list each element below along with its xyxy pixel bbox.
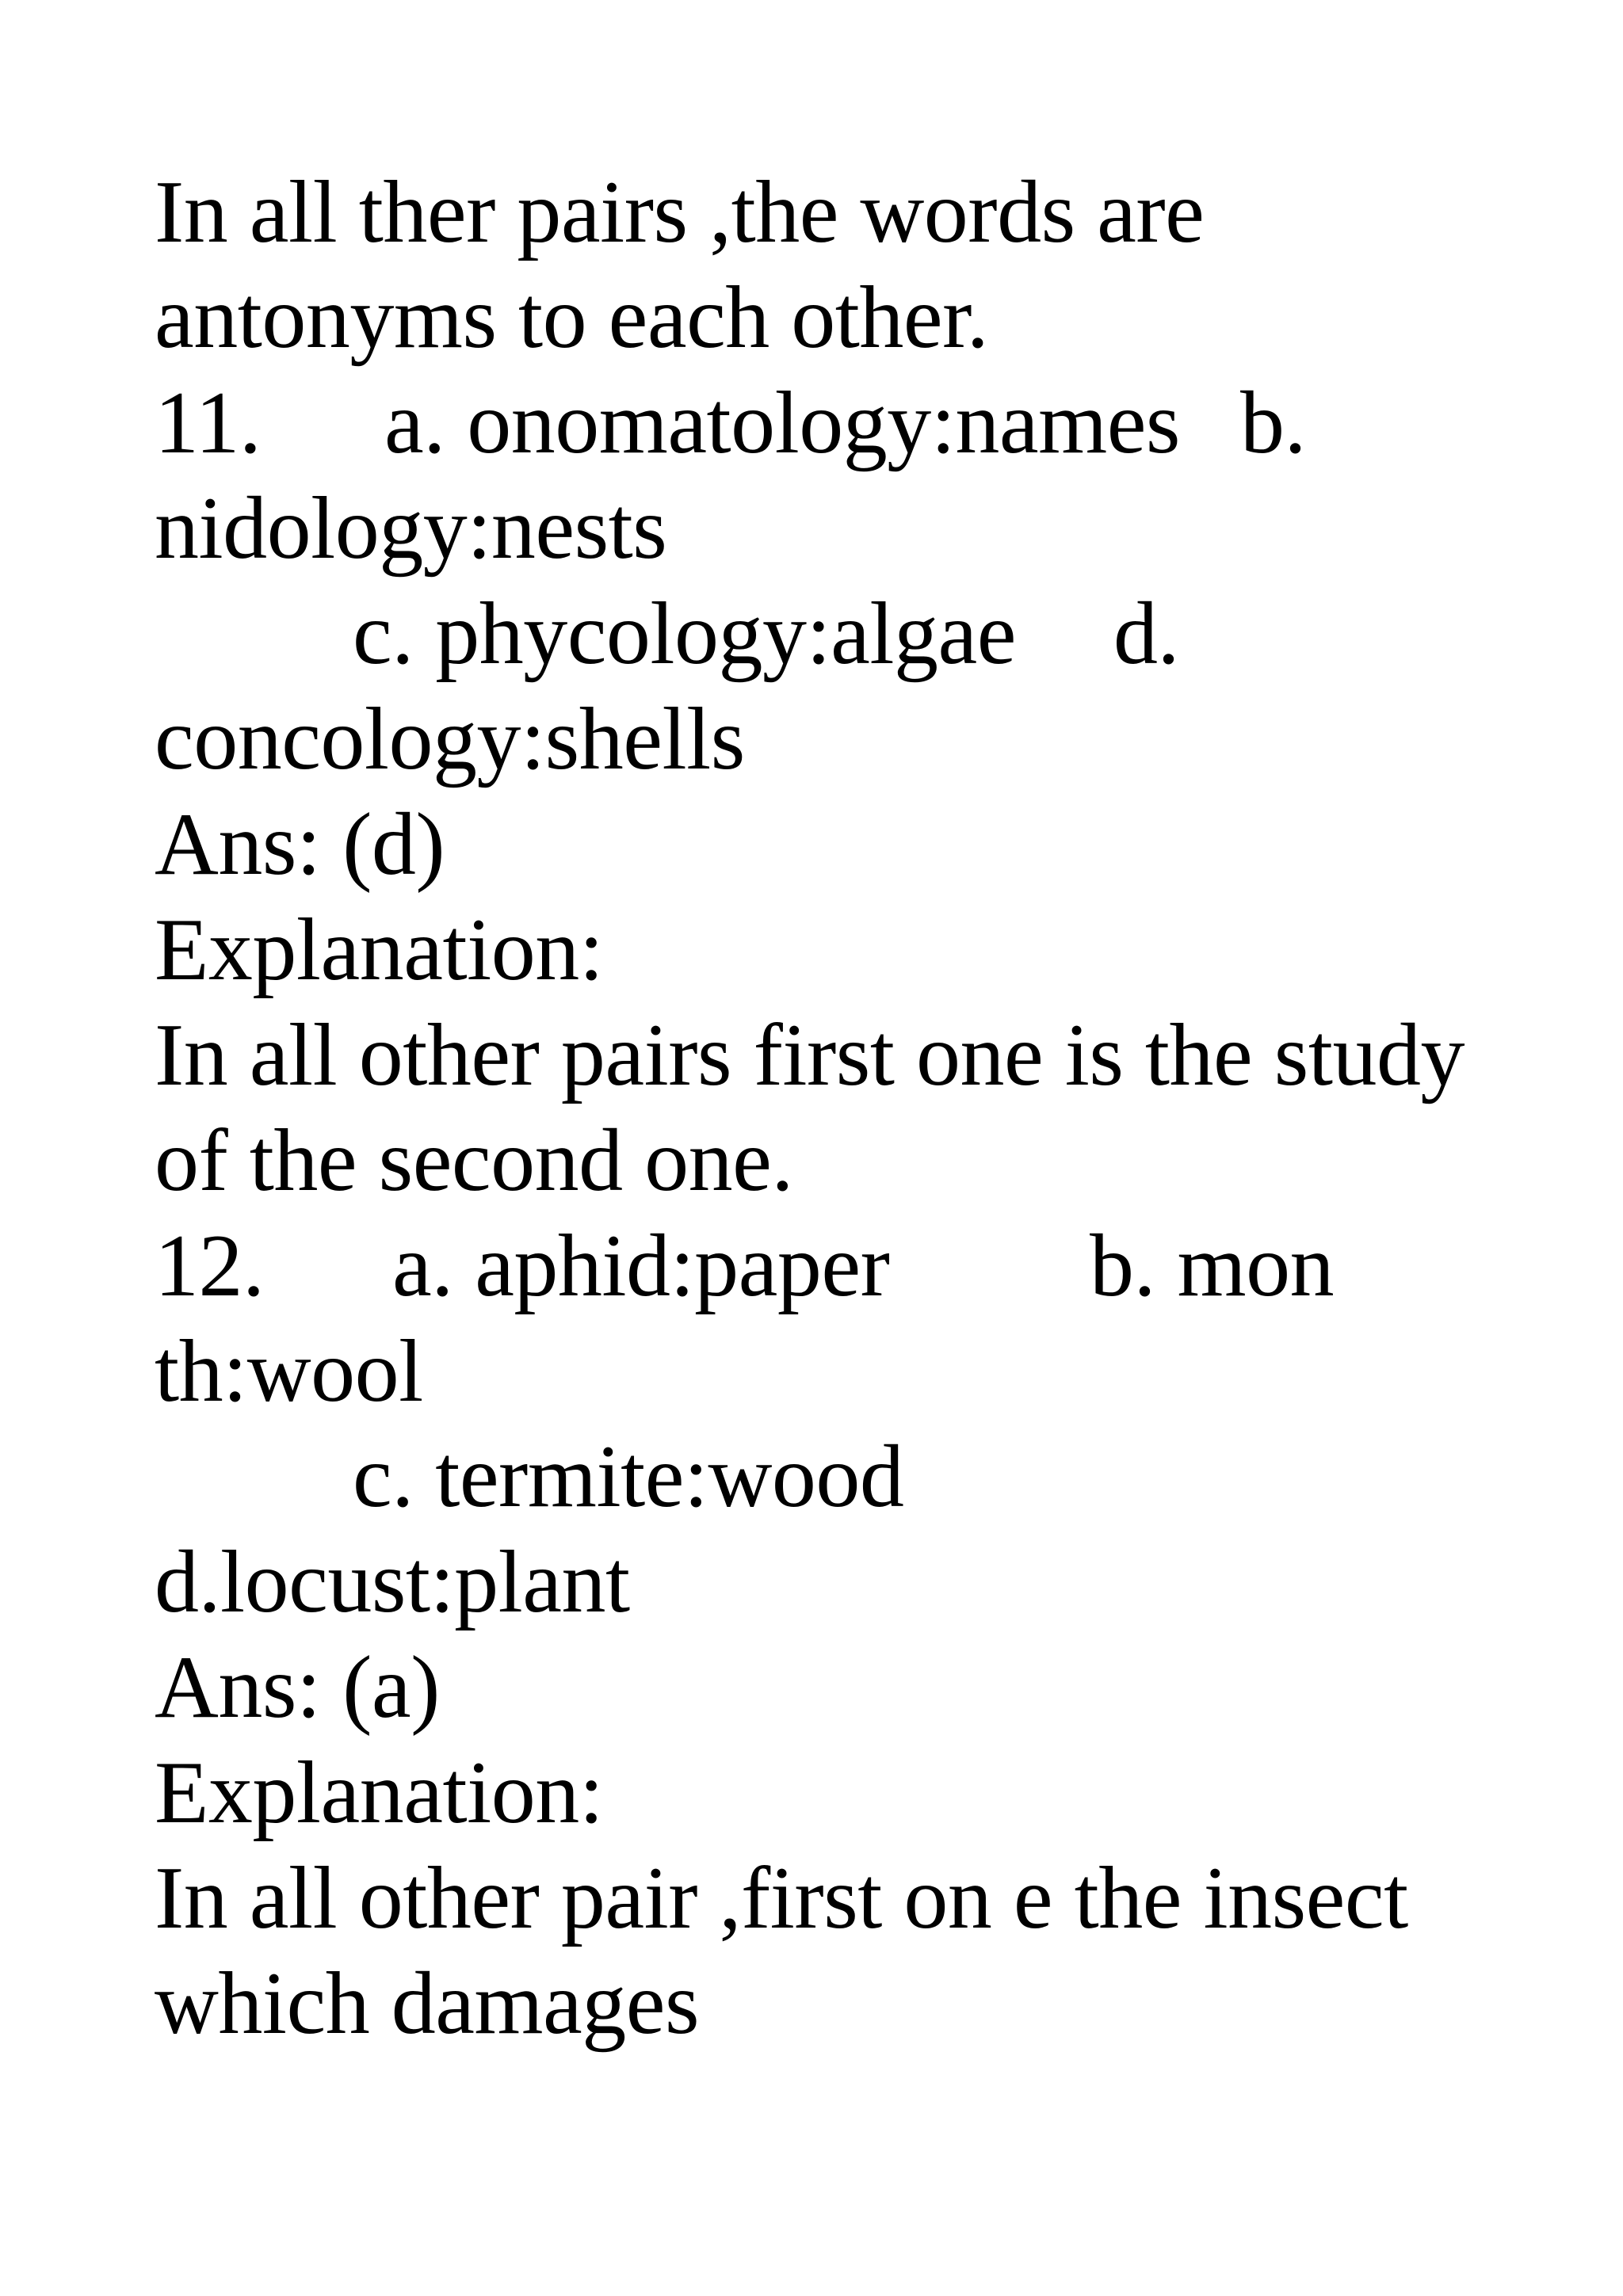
intro-line-1: In all ther pairs ,the words are: [155, 163, 1205, 261]
question-12-explanation-line-2: which damages: [155, 1955, 700, 2053]
question-12-option-b-prefix: b. mon: [1090, 1217, 1335, 1315]
question-11-answer: Ans: (d): [155, 795, 445, 894]
question-11-option-b-prefix: b.: [1240, 374, 1306, 472]
question-12-option-a: a. aphid:paper: [392, 1217, 890, 1315]
question-11-options-row-1: [155, 376, 1502, 471]
question-12-option-c: c. termite:wood: [353, 1428, 904, 1526]
question-12-answer: Ans: (a): [155, 1638, 440, 1737]
question-12-explanation-label: Explanation:: [155, 1744, 604, 1842]
question-12-options-row-1: [155, 1219, 1502, 1314]
question-11-option-d-prefix: d.: [1113, 585, 1179, 683]
intro-line-2: antonyms to each other.: [155, 269, 989, 367]
question-12-option-d: d.locust:plant: [155, 1533, 630, 1631]
question-11-option-c: c. phycology:algae: [353, 585, 1016, 683]
question-12-option-b-rest: th:wool: [155, 1322, 423, 1421]
question-11-options-row-2: [155, 586, 1502, 681]
question-11-explanation-line-1: In all other pairs first one is the study: [155, 1006, 1465, 1104]
question-11-explanation-line-2: of the second one.: [155, 1112, 793, 1210]
question-11-option-b-rest: nidology:nests: [155, 479, 667, 578]
question-12-explanation-line-1: In all other pair ,first on e the insect: [155, 1849, 1408, 1947]
question-11-explanation-label: Explanation:: [155, 901, 604, 999]
question-11-number: 11.: [155, 374, 262, 472]
question-11-option-d-rest: concology:shells: [155, 690, 745, 788]
question-12-number: 12.: [155, 1217, 265, 1315]
question-11-option-a: a. onomatology:names: [384, 374, 1181, 472]
